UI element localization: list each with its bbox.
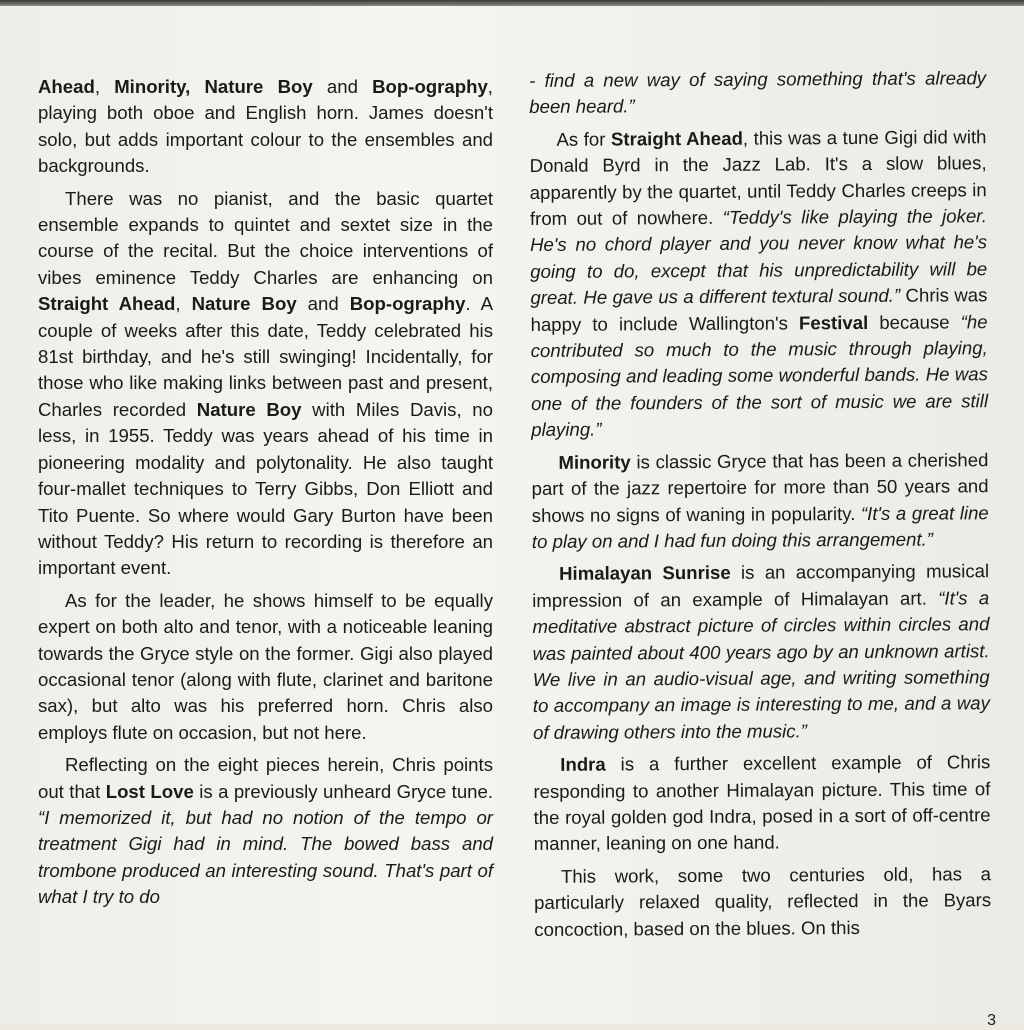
text-run: There was no pianist, and the basic quartet ensemble expands to quintet and sextet size in the course of the recital. But the choice interventions of vibes eminence Teddy Charles are enhancing on <box>38 187 493 288</box>
paragraph <box>38 186 493 582</box>
paragraph <box>533 749 991 857</box>
paragraph <box>532 559 990 747</box>
bold-title: , <box>185 76 205 97</box>
bold-title: Nature Boy <box>196 398 302 420</box>
bold-title: Straight Ahead <box>38 293 176 315</box>
document-page <box>0 6 1024 1029</box>
italic-quote: - find a new way of saying something that's already been heard.” <box>529 67 987 118</box>
paragraph <box>38 752 493 910</box>
italic-quote: “he contributed so much to the music through playing, composing and leading some wonderful bands. He was one of the founders of the sort of music we are still playing.” <box>530 310 989 441</box>
text-run: is a previously unheard Gryce tune. <box>193 780 494 802</box>
italic-quote: “Teddy's like playing the joker. He's no chord player and you never know what he's going to do, except that his unpredictability will be great. He gave us a different textural sound.” <box>530 205 988 309</box>
text-run: , this was a tune Gigi did with Donald Byrd in the Jazz Lab. It's a slow blues, apparently by the quartet, until Teddy Charles creeps in from out of nowhere. <box>529 126 987 230</box>
text-run: As for the leader, he shows himself to be equally expert on both alto and tenor, with a noticeable leaning towards the Gryce style on the former. Gigi also played occasional tenor (along with flute, clarinet and baritone sax), but alto was his preferred horn. Chris also employs flute on occasion, but not here. <box>38 589 493 743</box>
text-run: is classic Gryce that has been a cherished part of the jazz repertoire for more than 50 years and shows no signs of waning in popularity. <box>531 448 989 526</box>
italic-quote: “It's a meditative abstract picture of circles within circles and was painted about 400 years ago by an unknown artist. We live in an audio-visual age, and writing something to accompany an image is interesting to me, and a way of drawing others into the music.” <box>532 586 990 743</box>
text-run: with Miles Davis, no less, in 1955. Teddy was years ahead of his time in pioneering modality and polytonality. He also taught four-mallet techniques to Terry Gibbs, Don Elliott and Tito Puente. So where would Gary Burton have been without Teddy? His return to recording is therefore an important event. <box>38 398 493 579</box>
text-run: is an accompanying musical impression of an example of Himalayan art. <box>532 560 990 611</box>
bold-title: Ahead <box>38 76 95 97</box>
text-run: and <box>296 293 350 315</box>
text-run: , playing both oboe and English horn. James doesn't solo, but adds important colour to the ensembles and backgrounds. <box>38 76 493 177</box>
paragraph <box>529 65 986 121</box>
text-run: , <box>175 293 192 315</box>
text-run: , <box>94 76 115 97</box>
bold-title: Straight Ahead <box>610 127 743 150</box>
bold-title: Nature Boy <box>204 76 313 97</box>
text-run: As for <box>556 128 612 150</box>
bold-title: Minority <box>558 451 631 473</box>
bold-title: Festival <box>798 311 869 334</box>
italic-quote: “I memorized it, but had no notion of the tempo or treatment Gigi had in mind. The bowed bass and trombone produced an interesting sound. That's part of what I try to do <box>38 806 493 908</box>
paragraph <box>38 74 493 180</box>
text-run: is a further excellent example of Chris responding to another Himalayan picture. This time of the royal golden god Indra, posed in a sort of off-centre manner, leaning on one hand. <box>533 751 991 855</box>
bold-title: Bop-ography <box>372 76 488 97</box>
paragraph <box>38 588 493 746</box>
text-run: Reflecting on the eight pieces herein, Chris points out that <box>38 754 493 802</box>
text-run: because <box>868 311 961 333</box>
left-text-column <box>38 74 493 911</box>
bold-title: Bop-ography <box>349 293 466 315</box>
text-run: Chris was happy to include Wallington's <box>530 284 988 335</box>
italic-quote: “It's a great line to play on and I had fun doing this arrangement.” <box>531 501 989 552</box>
bold-title: Nature Boy <box>191 293 297 315</box>
paragraph <box>529 124 988 444</box>
text-run: This work, some two centuries old, has a particularly relaxed quality, reflected in the Byars concoction, based on the blues. On this <box>534 862 992 940</box>
paragraph <box>531 447 989 555</box>
text-run: and <box>312 76 373 97</box>
bold-title: Indra <box>560 753 606 775</box>
bold-title: Himalayan Sunrise <box>559 562 731 585</box>
bold-title: Minority <box>114 76 186 97</box>
page-number: 3 <box>987 1012 996 1029</box>
bold-title: Lost Love <box>105 780 194 802</box>
text-run: . A couple of weeks after this date, Teddy celebrated his 81st birthday, and he's still swinging! Incidentally, for those who like making links between past and present, Charles recorded <box>38 293 493 420</box>
right-text-column <box>529 65 991 943</box>
paragraph <box>534 861 991 943</box>
